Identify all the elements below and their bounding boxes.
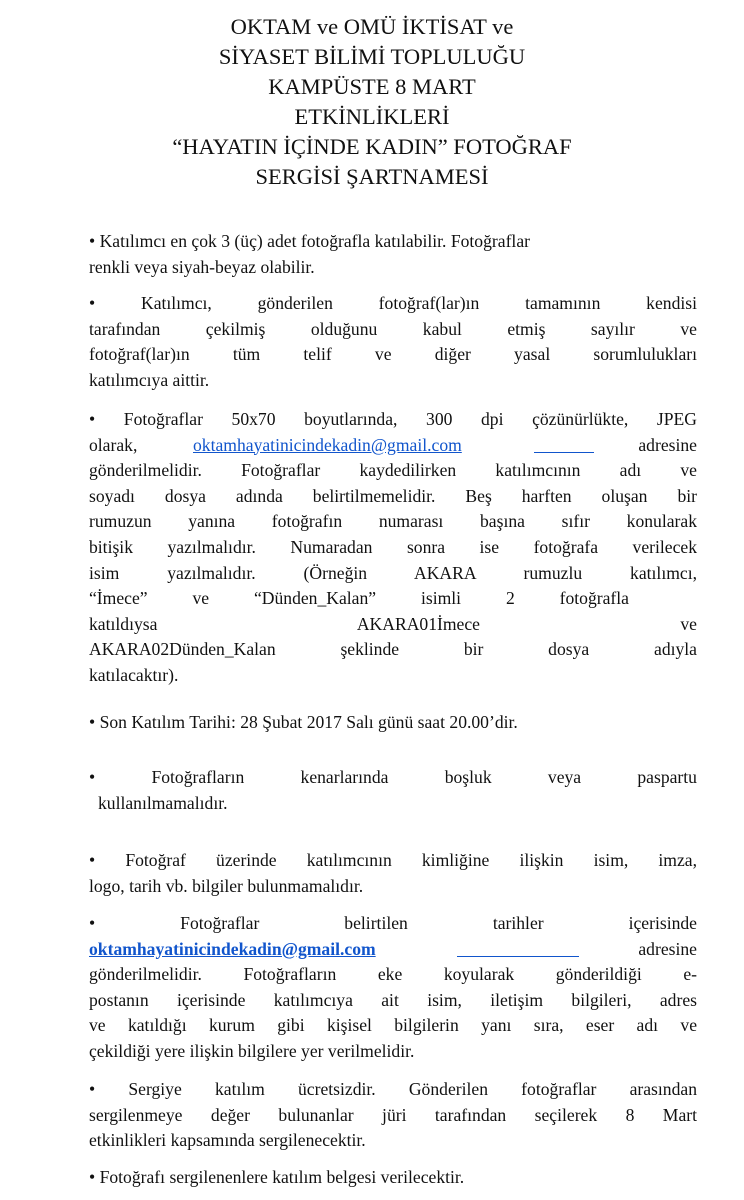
bullet: • [89,409,96,429]
title-line: SERGİSİ ŞARTNAMESİ [255,164,489,189]
bullet: • [89,712,96,732]
bullet: • [89,293,96,313]
email-link[interactable]: oktamhayatinicindekadin@gmail.com [193,434,462,455]
link-underline-spacer [457,937,579,957]
bullet: • [89,767,96,787]
email-link[interactable]: oktamhayatinicindekadin@gmail.com [89,938,376,959]
bullet: • [89,1079,96,1099]
rule-max-photos: • Katılımcı en çok 3 (üç) adet fotoğrafla katılabilir. Fotoğraflar renkli veya siyah-beyaz olabilir. [89,231,530,277]
bullet: • [89,231,96,251]
title-line: ETKİNLİKLERİ [294,104,450,129]
link-underline-spacer [534,433,594,453]
rule-certificate: • Fotoğrafı sergilenenlere katılım belgesi verilecektir. [89,1167,465,1187]
rule-submission: • Fotoğraflar belirtilen tarihler içerisinde oktamhayatinicindekadin@gmail.com adresine gönderilmelidir. Fotoğrafların eke koyularak gönderildiği e- postanın içerisinde katılımcıya ait isim, iletişim bilgileri, adres ve katıldığı kurum gibi kişisel bilgilerin yanı sıra, eser adı ve çekildiği yere ilişkin bilgilere yer verilmelidir. [89,913,697,1061]
bullet: • [89,850,96,870]
rule-deadline: • Son Katılım Tarihi: 28 Şubat 2017 Salı günü saat 20.00’dir. [89,712,518,732]
rule-file-format: • Fotoğraflar 50x70 boyutlarında, 300 dpi çözünürlükte, JPEG olarak, oktamhayatinicindekadin@gmail.com adresine gönderilmelidir. Fotoğraflar kaydedilirken katılımcının adı ve soyadı dosya adında belirtilmemelidir. Beş harften oluşan bir rumuzun yanına fotoğrafın numarası başına sıfır konularak bitişik yazılmalıdır. Numaradan sonra ise fotoğrafa verilecek isim yazılmalıdır. (Örneğin AKARA rumuzlu katılımcı, “İmece” ve “Dünden_Kalan” isimli 2 fotoğrafla katıldıysa AKARA01İmece ve AKARA02Dünden_Kalan şeklinde bir dosya adıyla katılacaktır). [89,409,697,685]
bullet: • [89,913,96,933]
title-line: OKTAM ve OMÜ İKTİSAT ve [230,14,514,39]
rule-no-border: • Fotoğrafların kenarlarında boşluk veya paspartu kullanılmamalıdır. [89,767,697,813]
rule-copyright: • Katılımcı, gönderilen fotoğraf(lar)ın tamamının kendisi tarafından çekilmiş olduğunu kabul etmiş sayılır ve fotoğraf(lar)ın tüm telif ve diğer yasal sorumlulukları katılımcıya aittir. [89,293,697,390]
title-line: SİYASET BİLİMİ TOPLULUĞU [218,44,526,69]
bullet: • [89,1167,96,1187]
title-line: KAMPÜSTE 8 MART [268,74,476,99]
rule-jury: • Sergiye katılım ücretsizdir. Gönderilen fotoğraflar arasından sergilenmeye değer bulunanlar jüri tarafından seçilerek 8 Mart etkinlikleri kapsamında sergilenecektir. [89,1079,697,1151]
title-line: “HAYATIN İÇİNDE KADIN” FOTOĞRAF [172,134,572,159]
document-title [0,12,744,192]
rule-no-identity: • Fotoğraf üzerinde katılımcının kimliğine ilişkin isim, imza, logo, tarih vb. bilgiler bulunmamalıdır. [89,850,697,896]
